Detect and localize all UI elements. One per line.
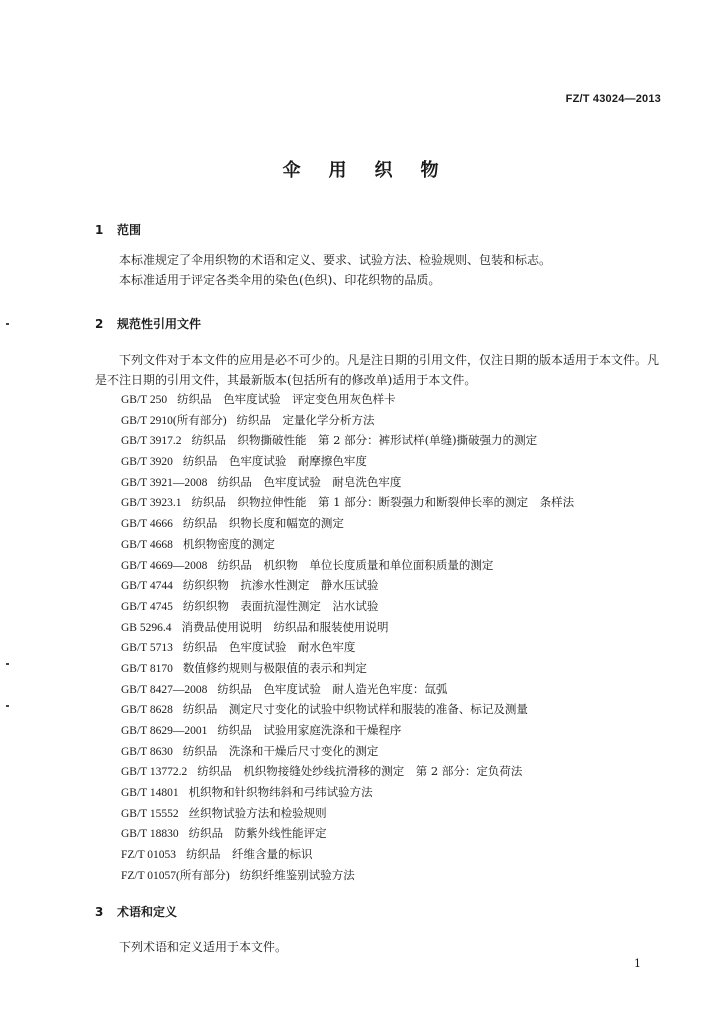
reference-title: 丝织物试验方法和检验规则 [188, 805, 327, 820]
reference-title: 纺织品 测定尺寸变化的试验中织物试样和服装的准备、标记及测量 [182, 702, 528, 717]
reference-list [121, 389, 681, 886]
reference-item [121, 492, 681, 513]
section-number: 1 [95, 223, 104, 237]
scan-mark [6, 663, 9, 665]
scope-paragraph-2: 本标准适用于评定各类伞用的染色(色织)、印花织物的品质。 [119, 273, 441, 287]
reference-title: 纺织品 织物撕破性能 第 2 部分：裤形试样(单缝)撕破强力的测定 [191, 433, 538, 448]
reference-item [121, 534, 681, 555]
scan-mark [6, 323, 9, 325]
reference-item [121, 679, 681, 700]
reference-item [121, 472, 681, 493]
document-title: 伞用织物 [282, 160, 467, 181]
reference-code: GB/T 4666 [121, 518, 173, 531]
reference-item [121, 761, 681, 782]
reference-title: 纺织品 色牢度试验 评定变色用灰色样卡 [177, 392, 396, 406]
reference-code: GB/T 4745 [121, 600, 173, 613]
reference-item [121, 555, 681, 576]
reference-title: 纺织织物 表面抗湿性测定 沾水试验 [182, 598, 379, 613]
reference-title: 纺织品 纤维含量的标识 [186, 847, 313, 862]
reference-code: GB/T 8629—2001 [121, 725, 208, 737]
reference-title: 纺织品 机织物接缝处纱线抗滑移的测定 第 2 部分：定负荷法 [197, 764, 523, 779]
reference-item [121, 658, 681, 679]
reference-code: FZ/T 01057(所有部分) [121, 869, 230, 882]
reference-code: GB/T 8630 [121, 745, 173, 758]
reference-item [121, 513, 681, 534]
reference-title: 纺织纤维鉴别试验方法 [239, 867, 355, 882]
reference-item [121, 803, 681, 824]
section-3-heading [95, 903, 177, 920]
reference-item [121, 617, 681, 638]
section-title: 术语和定义 [117, 905, 178, 919]
reference-title: 纺织品 织物长度和幅宽的测定 [182, 516, 344, 531]
scope-paragraph-1: 本标准规定了伞用织物的术语和定义、要求、试验方法、检验规则、包装和标志。 [119, 253, 552, 267]
reference-code: GB/T 5713 [121, 642, 173, 655]
reference-code: GB/T 250 [121, 394, 168, 406]
reference-code: GB/T 4744 [121, 580, 173, 593]
section-number: 3 [95, 905, 104, 919]
reference-title: 纺织品 织物拉伸性能 第 1 部分：断裂强力和断裂伸长率的测定 条样法 [191, 495, 575, 510]
reference-code: GB/T 8170 [121, 662, 173, 675]
reference-code: FZ/T 01053 [121, 849, 177, 862]
reference-title: 机织物和针织物纬斜和弓纬试验方法 [188, 785, 373, 800]
reference-title: 纺织品 色牢度试验 耐人造光色牢度：氙弧 [217, 681, 448, 696]
section-2-heading [95, 315, 201, 332]
section-1-heading [95, 221, 141, 238]
reference-code: GB 5296.4 [121, 621, 172, 634]
reference-item [121, 430, 681, 451]
reference-item [121, 575, 681, 596]
reference-code: GB/T 3921—2008 [121, 476, 208, 489]
reference-item [121, 782, 681, 803]
reference-item [121, 823, 681, 844]
reference-title: 纺织品 机织物 单位长度质量和单位面积质量的测定 [217, 557, 494, 572]
reference-item [121, 741, 681, 762]
reference-item [121, 844, 681, 865]
reference-item [121, 389, 681, 410]
reference-code: GB/T 3923.1 [121, 497, 182, 510]
reference-title: 纺织织物 抗渗水性测定 静水压试验 [182, 578, 379, 593]
section-title: 规范性引用文件 [117, 317, 202, 331]
terms-intro: 下列术语和定义适用于本文件。 [119, 940, 288, 954]
section-title: 范围 [117, 223, 142, 237]
standard-code: FZ/T 43024—2013 [565, 93, 661, 105]
reference-title: 机织物密度的测定 [182, 536, 275, 551]
reference-code: GB/T 4669—2008 [121, 559, 208, 572]
reference-title: 纺织品 防紫外线性能评定 [188, 826, 327, 841]
reference-item [121, 410, 681, 431]
reference-title: 纺织品 色牢度试验 耐摩擦色牢度 [182, 454, 367, 469]
scan-mark [6, 705, 9, 707]
reference-title: 纺织品 洗涤和干燥后尺寸变化的测定 [182, 743, 379, 758]
reference-item [121, 596, 681, 617]
references-intro: 下列文件对于本文件的应用是必不可少的。凡是注日期的引用文件，仅注日期的版本适用于本文件。凡是不注日期的引用文件，其最新版本(包括所有的修改单)适用于本文件。 [95, 353, 660, 387]
reference-title: 消费品使用说明 纺织品和服装使用说明 [181, 619, 389, 634]
page-number: 1 [634, 957, 641, 970]
reference-code: GB/T 2910(所有部分) [121, 414, 227, 427]
reference-code: GB/T 4668 [121, 538, 173, 551]
reference-code: GB/T 3917.2 [121, 435, 182, 448]
reference-code: GB/T 18830 [121, 828, 179, 841]
reference-item [121, 720, 681, 741]
reference-title: 纺织品 定量化学分析方法 [236, 412, 375, 427]
reference-item [121, 451, 681, 472]
reference-code: GB/T 13772.2 [121, 766, 188, 779]
reference-title: 数值修约规则与极限值的表示和判定 [182, 660, 367, 675]
reference-title: 纺织品 色牢度试验 耐水色牢度 [182, 640, 356, 655]
reference-code: GB/T 14801 [121, 787, 179, 800]
reference-code: GB/T 15552 [121, 807, 179, 820]
reference-title: 纺织品 色牢度试验 耐皂洗色牢度 [217, 474, 402, 489]
reference-code: GB/T 8427—2008 [121, 683, 208, 696]
reference-code: GB/T 8628 [121, 704, 173, 717]
reference-item [121, 865, 681, 886]
reference-item [121, 637, 681, 658]
reference-code: GB/T 3920 [121, 456, 173, 469]
reference-item [121, 699, 681, 720]
reference-title: 纺织品 试验用家庭洗涤和干燥程序 [217, 723, 402, 737]
section-number: 2 [95, 317, 104, 331]
